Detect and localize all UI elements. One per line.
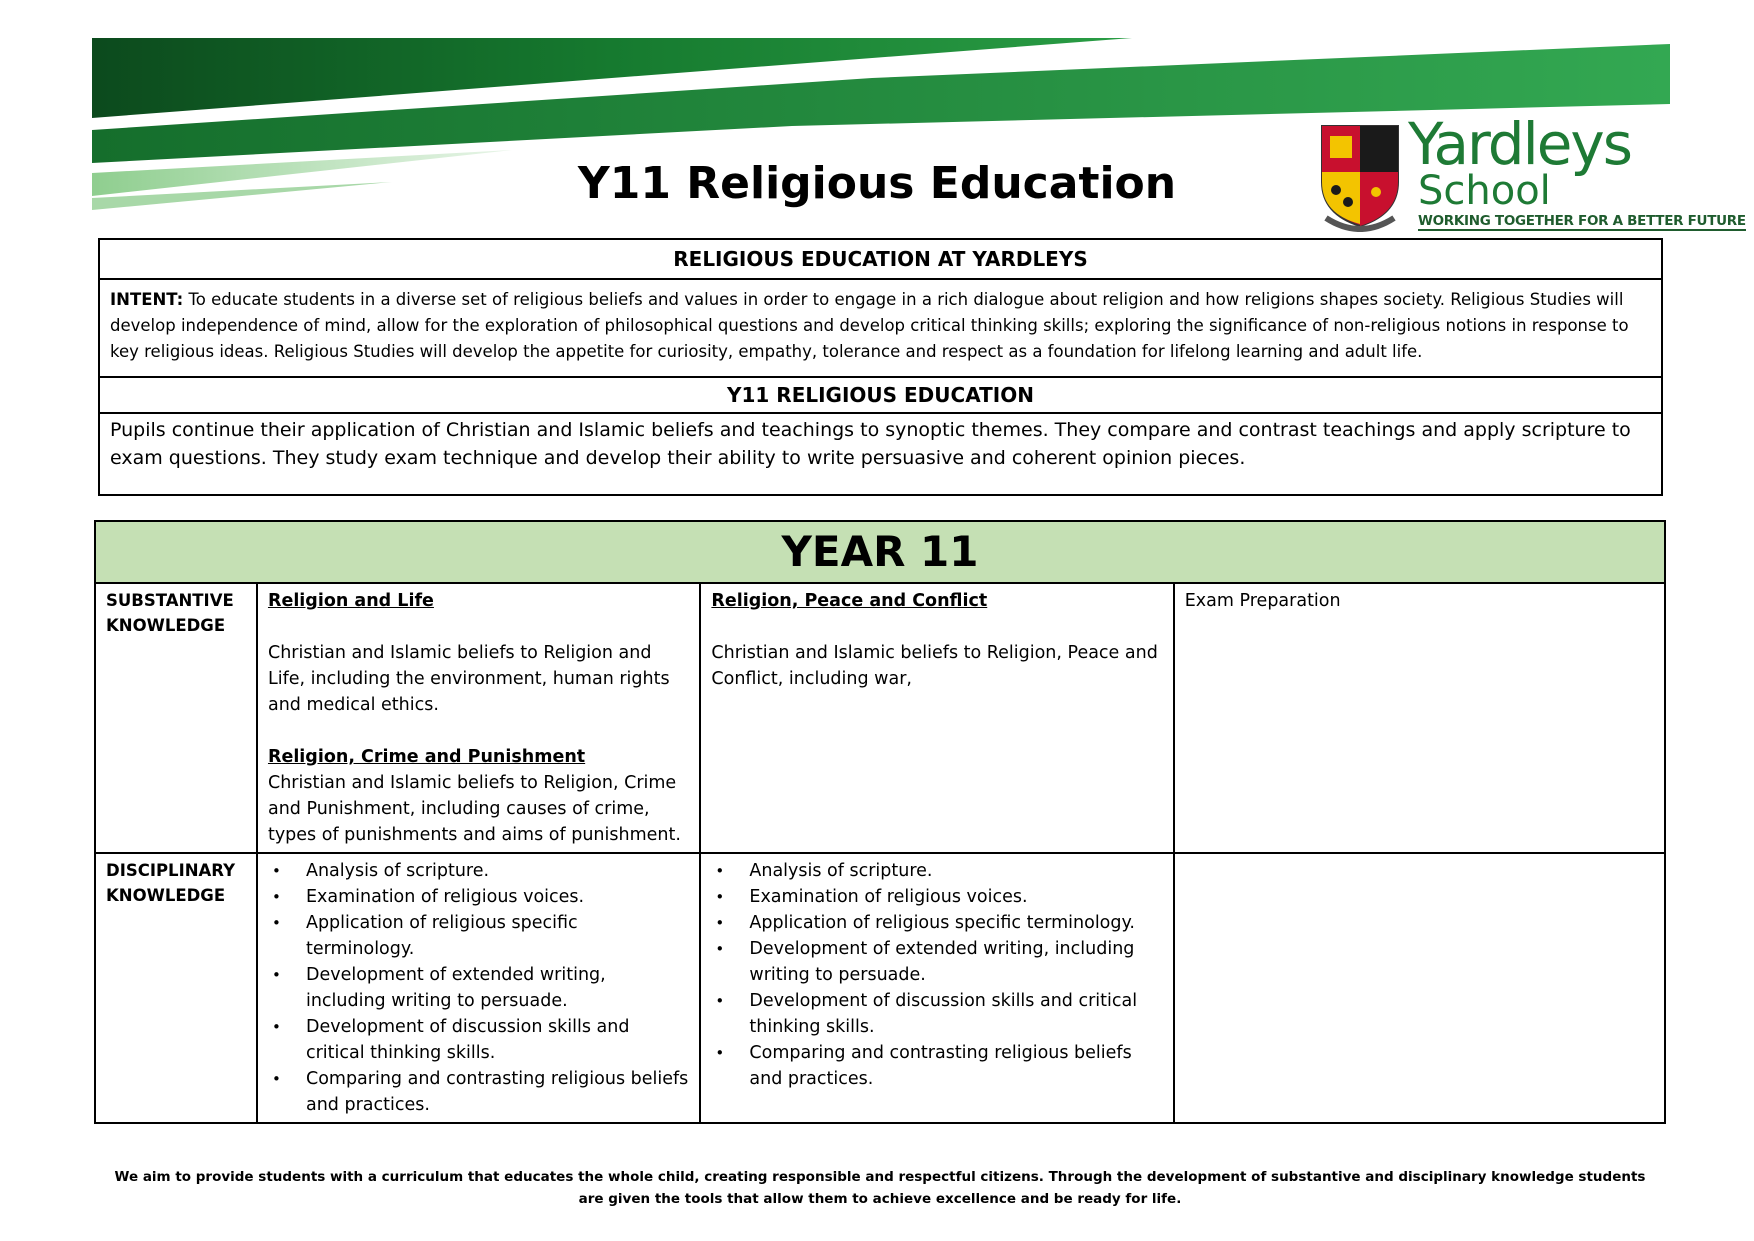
- list-item: • Comparing and contrasting religious beliefs and practices.: [292, 1066, 689, 1118]
- list-item: • Examination of religious voices.: [735, 884, 1162, 910]
- crest-icon: [1318, 122, 1402, 232]
- list-item: • Analysis of scripture.: [292, 858, 689, 884]
- topic-text: Christian and Islamic beliefs to Religion and Life, including the environment, human rights and medical ethics.: [267, 643, 670, 715]
- substantive-row: [95, 583, 1665, 853]
- topic-heading: Religion and Life: [267, 591, 434, 611]
- intro-heading: RELIGIOUS EDUCATION AT YARDLEYS: [100, 240, 1661, 280]
- logo-name: Yardleys: [1408, 110, 1631, 178]
- year-label: YEAR 11: [95, 521, 1665, 583]
- list-item: • Development of extended writing, including writing to persuade.: [292, 962, 689, 1014]
- list-item: • Application of religious specific terminology.: [292, 910, 689, 962]
- disciplinary-row: [95, 853, 1665, 1123]
- substantive-col2: [700, 583, 1173, 853]
- intent-text: To educate students in a diverse set of religious beliefs and values in order to engage in a rich dialogue about religion and how religions shapes society. Religious Studies will develop independence of mind, allow for the exploration of philosophical questions and develop critical thinking skills; exploring the significance of non-religious notions in response to key religious ideas. Religious Studies will develop the appetite for curiosity, empathy, tolerance and respect as a foundation for lifelong learning and adult life.: [110, 290, 1629, 361]
- substantive-col1: [257, 583, 700, 853]
- disciplinary-label: DISCIPLINARY KNOWLEDGE: [95, 853, 257, 1123]
- intent-paragraph: [100, 280, 1661, 378]
- list-item: • Analysis of scripture.: [735, 858, 1162, 884]
- disciplinary-col3: [1174, 853, 1665, 1123]
- substantive-col3: [1174, 583, 1665, 853]
- topic-heading: Religion, Crime and Punishment: [267, 747, 586, 767]
- page-title: Y11 Religious Education: [577, 158, 1177, 209]
- topic-text: Christian and Islamic beliefs to Religion, Crime and Punishment, including causes of crime, types of punishments and aims of punishment.: [267, 773, 681, 845]
- list-item: • Development of discussion skills and critical thinking skills.: [292, 1014, 689, 1066]
- list-item: • Development of discussion skills and critical thinking skills.: [735, 988, 1162, 1040]
- topic-text: Christian and Islamic beliefs to Religion, Peace and Conflict, including war,: [711, 643, 1158, 689]
- curriculum-table: [94, 520, 1666, 1124]
- disciplinary-col2: [700, 853, 1173, 1123]
- disciplinary-col1: [257, 853, 700, 1123]
- logo-tagline: WORKING TOGETHER FOR A BETTER FUTURE: [1418, 213, 1746, 229]
- list-item: • Examination of religious voices.: [292, 884, 689, 910]
- list-item: • Development of extended writing, including writing to persuade.: [735, 936, 1162, 988]
- list-item: • Comparing and contrasting religious beliefs and practices.: [735, 1040, 1162, 1092]
- topic-text: Exam Preparation: [1184, 591, 1341, 611]
- topic-heading: Religion, Peace and Conflict: [711, 591, 988, 611]
- school-logo: [1318, 110, 1746, 236]
- footer-statement: We aim to provide students with a curriculum that educates the whole child, creating responsible and respectful citizens. Through the development of substantive and disciplinary knowledge students are given the tools that allow them to achieve excellence and be ready for life.: [114, 1169, 1646, 1207]
- intent-label: INTENT:: [110, 290, 184, 309]
- year-summary-heading: Y11 RELIGIOUS EDUCATION: [100, 378, 1661, 414]
- list-item: • Application of religious specific terminology.: [735, 910, 1162, 936]
- year-summary-text: Pupils continue their application of Christian and Islamic beliefs and teachings to synoptic themes. They compare and contrast teachings and apply scripture to exam questions. They study exam technique and develop their ability to write persuasive and coherent opinion pieces.: [110, 419, 1631, 469]
- logo-subtitle: School: [1418, 168, 1551, 214]
- intro-box: [98, 238, 1663, 496]
- substantive-label: SUBSTANTIVE KNOWLEDGE: [95, 583, 257, 853]
- year-row: [95, 521, 1665, 583]
